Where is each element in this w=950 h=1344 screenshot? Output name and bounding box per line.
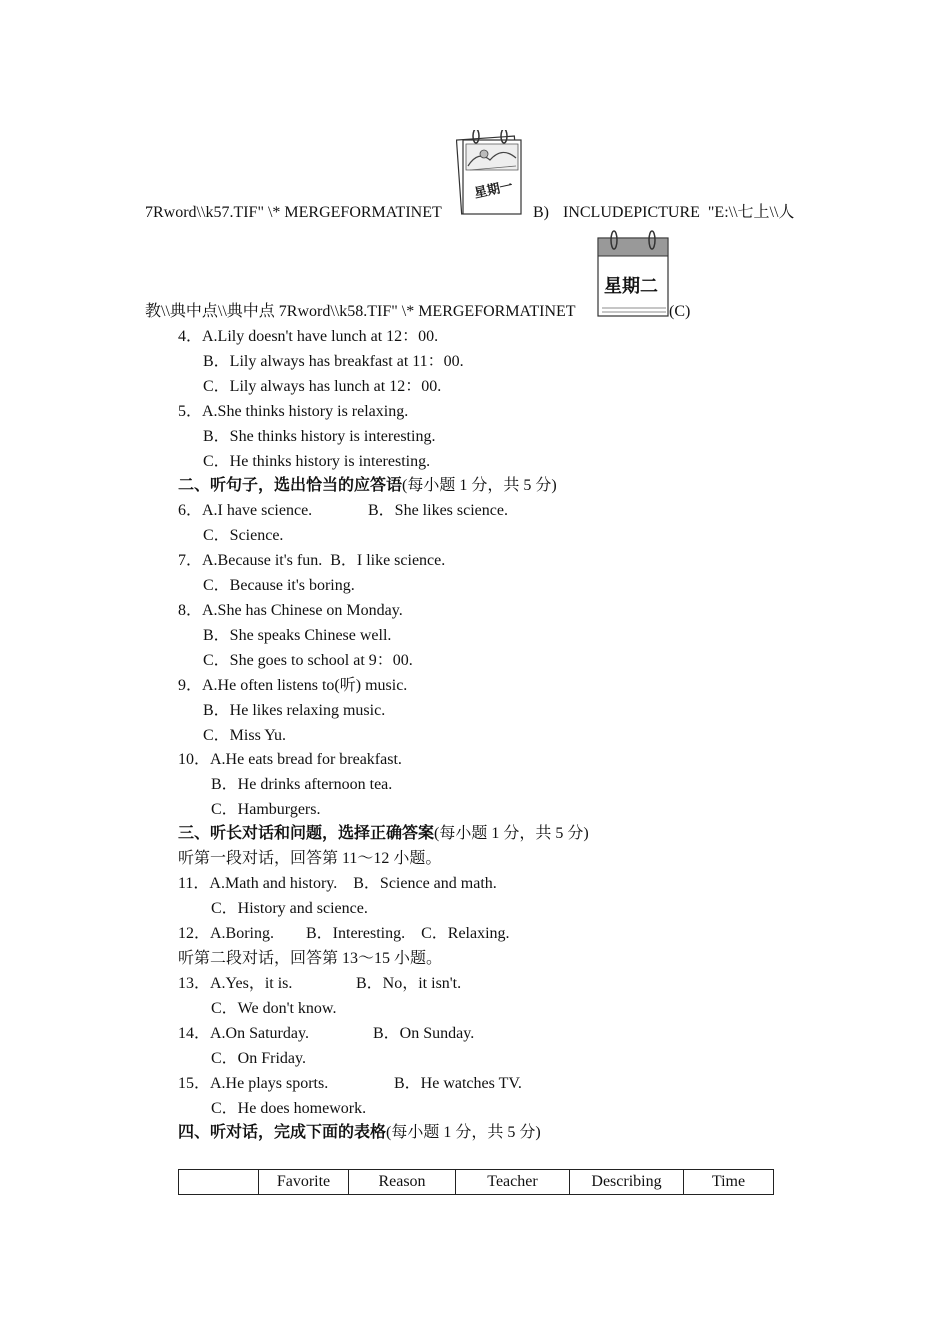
- picture-field-text-2: 教\\典中点\\典中点 7Rword\\k58.TIF" \* MERGEFORMATINET: [145, 303, 576, 320]
- table-header-cell: Describing: [570, 1170, 684, 1195]
- q13-option-a: 13．A.Yes，it is.: [178, 975, 293, 992]
- q7-option-c: C．Because it's boring.: [203, 577, 355, 594]
- calendar-monday-image: [456, 130, 524, 218]
- q12-options: 12．A.Boring. B．Interesting. C．Relaxing.: [178, 925, 510, 942]
- include-picture-text: INCLUDEPICTURE "E:\\七上\\人: [563, 204, 795, 221]
- table-header-cell: [179, 1170, 259, 1195]
- q7-options-ab: 7．A.Because it's fun. B．I like science.: [178, 552, 446, 569]
- q5-option-c: C．He thinks history is interesting.: [203, 453, 431, 470]
- q6-option-a: 6．A.I have science.: [178, 502, 313, 519]
- q11-option-c: C．History and science.: [211, 900, 368, 917]
- section-2-title: 二、听句子，选出恰当的应答语: [178, 477, 403, 494]
- q9-option-a: 9．A.He often listens to(听) music.: [178, 677, 408, 694]
- q10-option-c: C．Hamburgers.: [211, 801, 321, 818]
- q9-option-c: C．Miss Yu.: [203, 727, 286, 744]
- table-header-cell: Reason: [349, 1170, 456, 1195]
- q14-option-c: C．On Friday.: [211, 1050, 306, 1067]
- dialog-1-instruction: 听第一段对话，回答第 11～12 小题。: [178, 850, 442, 867]
- calendar1-label: 星期一: [472, 178, 515, 202]
- calendar2-label: 星期二: [604, 276, 658, 297]
- section-3-title: 三、听长对话和问题，选择正确答案: [178, 825, 435, 842]
- picture-field-text-1: 7Rword\\k57.TIF" \* MERGEFORMATINET: [145, 204, 442, 221]
- q5-option-a: 5．A.She thinks history is relaxing.: [178, 403, 409, 420]
- calendar-tuesday-image: [596, 228, 670, 318]
- q15-option-b: B．He watches TV.: [394, 1075, 522, 1092]
- q14-option-b: B．On Sunday.: [373, 1025, 475, 1042]
- table-header-row: [179, 1170, 774, 1195]
- option-b-label: B): [533, 204, 549, 221]
- q13-option-c: C．We don't know.: [211, 1000, 337, 1017]
- answer-table: [178, 1169, 774, 1195]
- section-4-heading: [178, 1123, 541, 1143]
- section-2-heading: [178, 476, 557, 496]
- section-4-points: (每小题 1 分，共 5 分): [386, 1124, 541, 1141]
- q8-option-c: C．She goes to school at 9：00.: [203, 652, 413, 669]
- option-c-label: (C): [669, 303, 691, 320]
- q8-option-a: 8．A.She has Chinese on Monday.: [178, 602, 403, 619]
- q13-option-b: B．No，it isn't.: [356, 975, 462, 992]
- table-header-cell: Favorite: [259, 1170, 349, 1195]
- q4-option-b: B．Lily always has breakfast at 11：00.: [203, 353, 464, 370]
- q6-option-b: B．She likes science.: [368, 502, 508, 519]
- section-4-title: 四、听对话，完成下面的表格: [178, 1124, 387, 1141]
- q8-option-b: B．She speaks Chinese well.: [203, 627, 392, 644]
- q10-option-b: B．He drinks afternoon tea.: [211, 776, 393, 793]
- table-header-cell: Time: [684, 1170, 774, 1195]
- q14-option-a: 14．A.On Saturday.: [178, 1025, 309, 1042]
- q10-option-a: 10．A.He eats bread for breakfast.: [178, 751, 402, 768]
- q15-option-c: C．He does homework.: [211, 1100, 367, 1117]
- section-2-points: (每小题 1 分，共 5 分): [402, 477, 557, 494]
- q9-option-b: B．He likes relaxing music.: [203, 702, 386, 719]
- q5-option-b: B．She thinks history is interesting.: [203, 428, 436, 445]
- q4-option-c: C．Lily always has lunch at 12：00.: [203, 378, 442, 395]
- section-3-heading: [178, 824, 589, 844]
- q6-option-c: C．Science.: [203, 527, 284, 544]
- q15-option-a: 15．A.He plays sports.: [178, 1075, 329, 1092]
- section-3-points: (每小题 1 分，共 5 分): [434, 825, 589, 842]
- table-header-cell: Teacher: [456, 1170, 570, 1195]
- dialog-2-instruction: 听第二段对话，回答第 13～15 小题。: [178, 950, 443, 967]
- q4-option-a: 4．A.Lily doesn't have lunch at 12：00.: [178, 328, 439, 345]
- q11-options-ab: 11．A.Math and history. B．Science and math.: [178, 875, 497, 892]
